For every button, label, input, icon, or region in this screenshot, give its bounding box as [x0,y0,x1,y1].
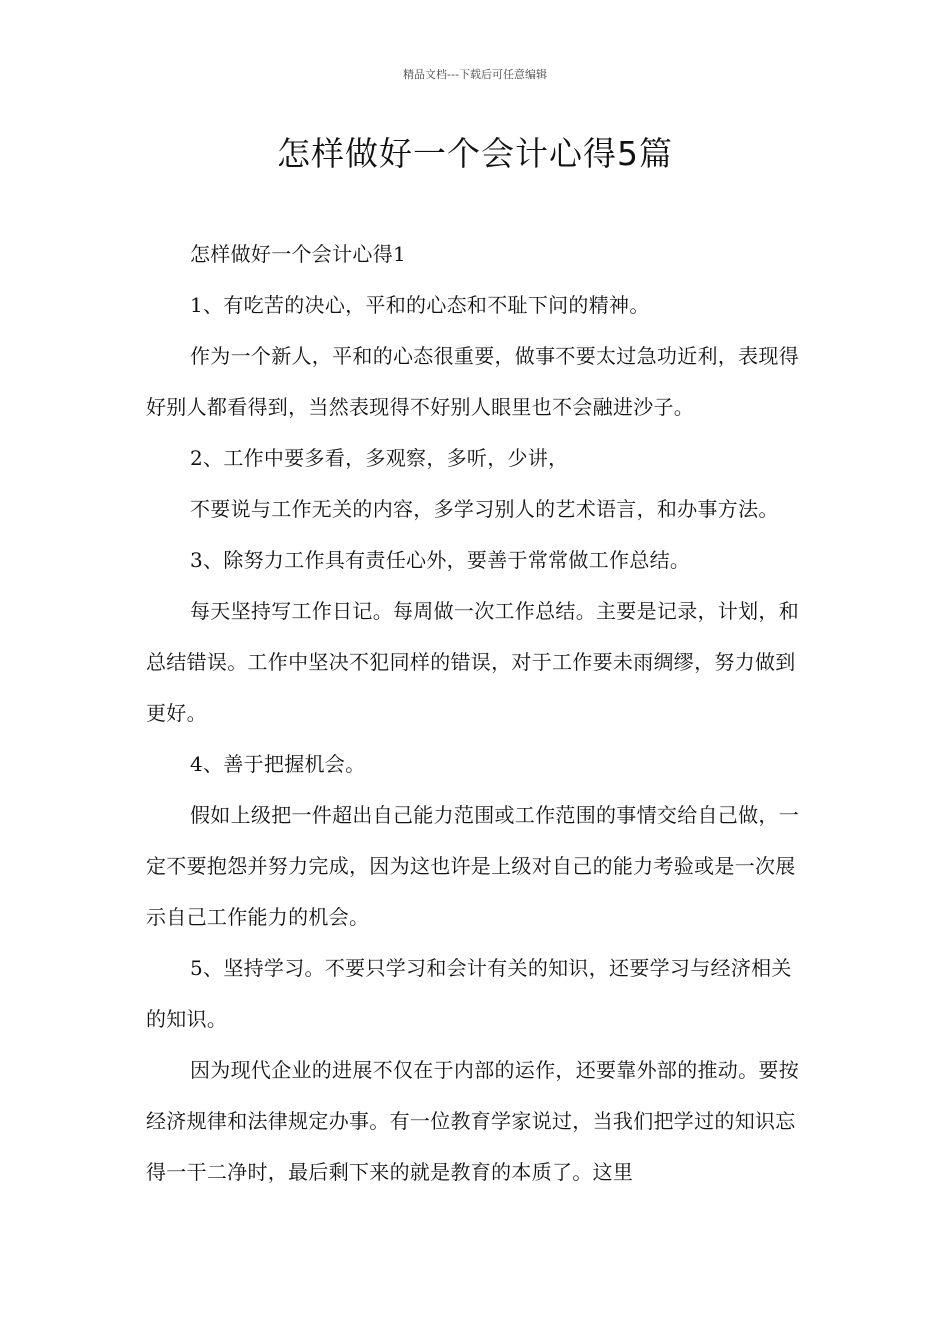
section-heading: 怎样做好一个会计心得1 [190,242,407,266]
paragraph: 4、善于把握机会。 [190,752,366,776]
document-body [146,229,806,1198]
paragraph: 2、工作中要多看，多观察，多听，少讲， [190,446,569,470]
paragraph: 3、除努力工作具有责任心外，要善于常常做工作总结。 [190,548,691,572]
paragraph: 假如上级把一件超出自己能力范围或工作范围的事情交给自己做，一定不要抱怨并努力完成，因为这也许是上级对自己的能力考验或是一次展示自己工作能力的机会。 [146,803,799,929]
paragraph: 每天坚持写工作日记。每周做一次工作总结。主要是记录，计划，和总结错误。工作中坚决不犯同样的错误，对于工作要未雨绸缪，努力做到更好。 [146,599,799,725]
document-title: 怎样做好一个会计心得5篇 [277,134,673,173]
paragraph: 因为现代企业的进展不仅在于内部的运作，还要靠外部的推动。要按经济规律和法律规定办事。有一位教育学家说过，当我们把学过的知识忘得一干二净时，最后剩下来的就是教育的本质了。这里 [146,1058,799,1184]
paragraph: 5、坚持学习。不要只学习和会计有关的知识，还要学习与经济相关的知识。 [146,956,792,1031]
paragraph: 作为一个新人，平和的心态很重要，做事不要太过急功近利，表现得好别人都看得到，当然表现得不好别人眼里也不会融进沙子。 [146,344,799,419]
paragraph: 1、有吃苦的决心，平和的心态和不耻下问的精神。 [190,293,650,317]
paragraph: 不要说与工作无关的内容，多学习别人的艺术语言，和办事方法。 [190,497,779,521]
header-note: 精品文档---下载后可任意编辑 [403,68,547,81]
